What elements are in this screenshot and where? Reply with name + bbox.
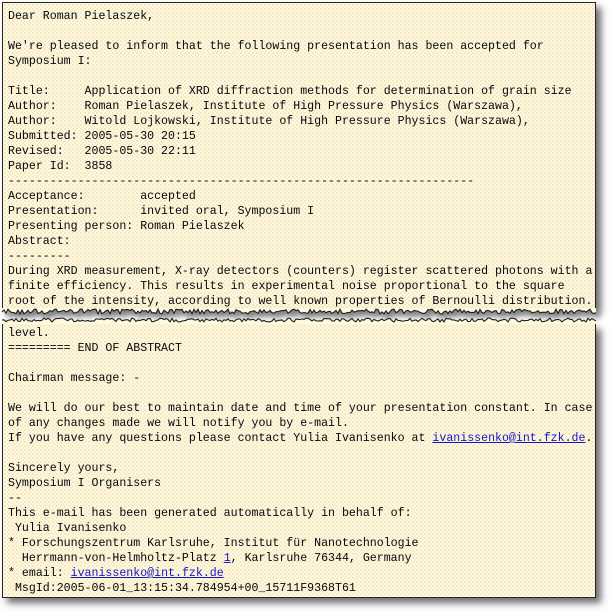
abstract-heading: Abstract: <box>8 235 71 248</box>
email-line-label: * email: <box>8 567 71 580</box>
address-number-link[interactable]: 1 <box>223 552 231 565</box>
abstract-heading-underline: --------- <box>8 250 71 263</box>
submitted-line: Submitted: 2005-05-30 20:15 <box>8 130 196 143</box>
presentation-line: Presentation: invited oral, Symposium I <box>8 205 315 218</box>
blank-line <box>8 386 591 401</box>
notice-line-1: We will do our best to maintain date and time of your presentation constant. In case <box>8 402 593 415</box>
generated-line: This e-mail has been generated automatically in behalf of: <box>8 507 412 520</box>
contact-email-link[interactable]: ivanissenko@int.fzk.de <box>432 432 586 445</box>
contact-line-period: . <box>585 432 593 445</box>
contact-line <box>8 431 591 446</box>
sender-email-link[interactable]: ivanissenko@int.fzk.de <box>70 567 224 580</box>
abstract-cutoff-line: level. <box>8 327 50 340</box>
message-top-sheet <box>2 2 596 308</box>
author-line-2: Author: Witold Lojkowski, Institute of High Pressure Physics (Warszawa), <box>8 115 530 128</box>
presenting-person-line: Presenting person: Roman Pielaszek <box>8 220 245 233</box>
paper-id-line: Paper Id: 3858 <box>8 160 113 173</box>
abstract-text-line-1: During XRD measurement, X-ray detectors (counters) register scattered photons with a <box>8 265 593 278</box>
title-line: Title: Application of XRD diffraction methods for determination of grain size <box>8 85 572 98</box>
msgid-line: MsgId:2005-06-01_13:15:34.784954+00_15711F9368T61 <box>8 582 356 595</box>
chairman-message-line: Chairman message: - <box>8 372 141 385</box>
institute-line: * Forschungszentrum Karlsruhe, Institut für Nanotechnologie <box>8 537 419 550</box>
separator-line: ------------------------------------------------------------------- <box>8 175 475 188</box>
intro-line-1: We're pleased to inform that the following presentation has been accepted for <box>8 40 544 53</box>
email-line <box>8 566 591 581</box>
torn-edge-bottom-sheet <box>2 312 596 324</box>
blank-line <box>8 356 591 371</box>
behalf-name-line: Yulia Ivanisenko <box>8 522 127 535</box>
address-line-text: Herrmann-von-Helmholtz-Platz <box>8 552 224 565</box>
abstract-text-line-2: finite efficiency. This results in experimental noise proportional to the square <box>8 280 565 293</box>
address-line-rest: , Karlsruhe 76344, Germany <box>230 552 412 565</box>
author-line-1: Author: Roman Pielaszek, Institute of High Pressure Physics (Warszawa), <box>8 100 523 113</box>
address-line <box>8 551 591 566</box>
message-bottom-sheet <box>2 324 596 598</box>
signoff-line: Sincerely yours, <box>8 462 120 475</box>
signature-separator: -- <box>8 492 22 505</box>
acceptance-line: Acceptance: accepted <box>8 190 196 203</box>
organisers-line: Symposium I Organisers <box>8 477 162 490</box>
intro-line-2: Symposium I: <box>8 55 92 68</box>
blank-line <box>8 69 591 84</box>
end-of-abstract-line: ========= END OF ABSTRACT <box>8 342 182 355</box>
blank-line <box>8 446 591 461</box>
greeting-line: Dear Roman Pielaszek, <box>8 10 155 23</box>
revised-line: Revised: 2005-05-30 22:11 <box>8 145 196 158</box>
blank-line <box>8 24 591 39</box>
contact-line-text: If you have any questions please contact Yulia Ivanisenko at <box>8 432 433 445</box>
notice-line-2: of any changes made we will notify you by e-mail. <box>8 417 349 430</box>
abstract-text-line-3: root of the intensity, according to well known properties of Bernoulli distribution. <box>8 295 593 308</box>
